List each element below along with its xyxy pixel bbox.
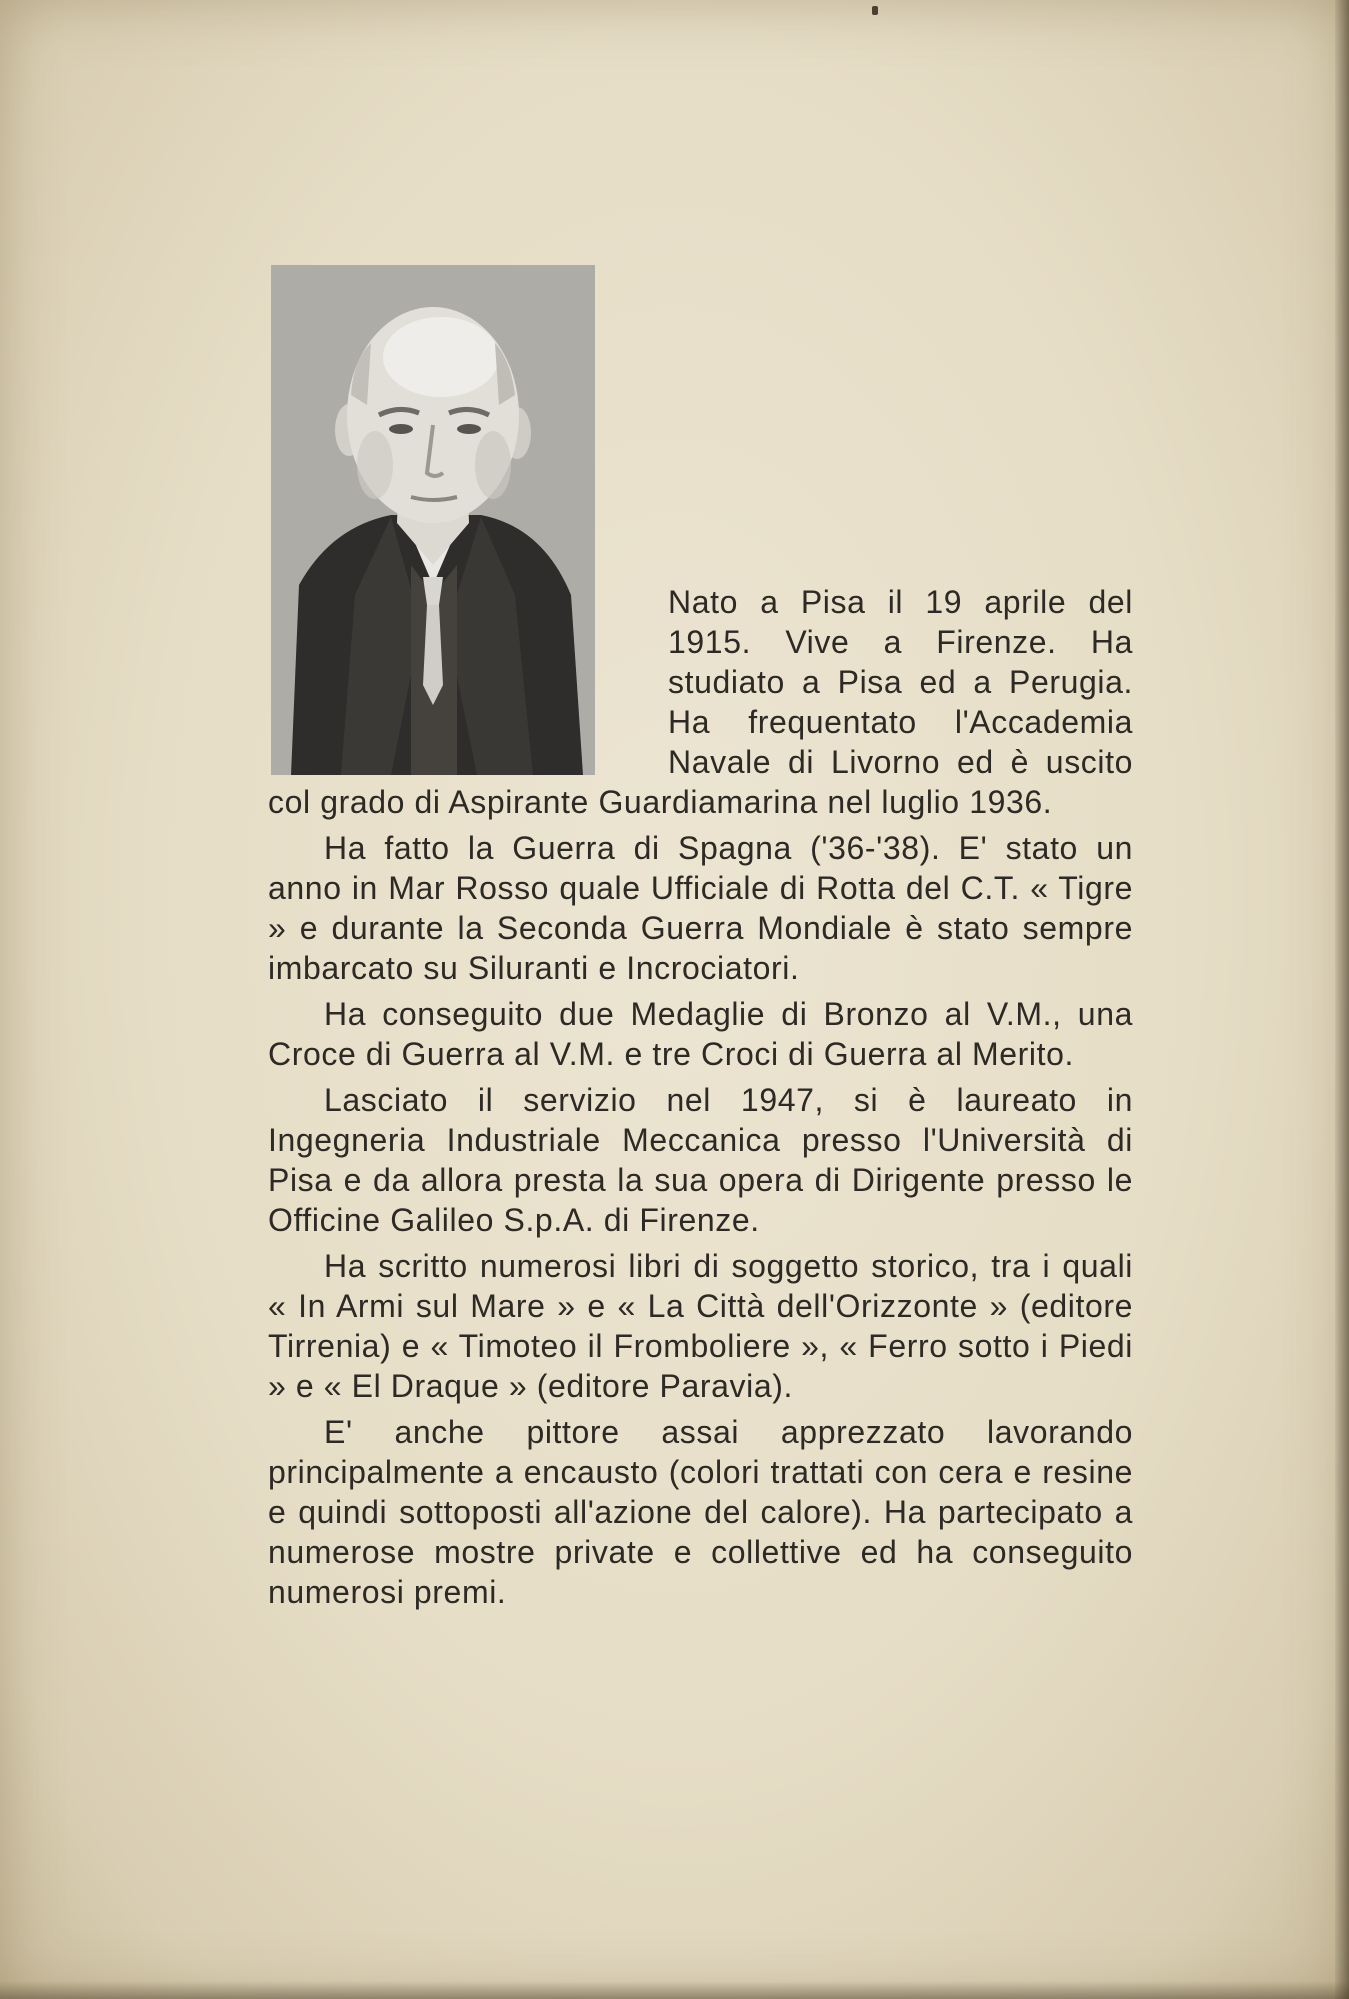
author-biography — [268, 582, 1133, 1618]
paper-speck — [872, 6, 878, 15]
bio-paragraph-3: Ha conseguito due Medaglie di Bronzo al V.M., una Croce di Guerra al V.M. e tre Croci di Guerra al Merito. — [268, 996, 1133, 1072]
bio-paragraph-2: Ha fatto la Guerra di Spagna ('36-'38). E' stato un anno in Mar Rosso quale Ufficiale di Rotta del C.T. « Tigre » e durante la Seconda Guerra Mondiale è stato sempre imbarcato su Siluranti e Incrociatori. — [268, 830, 1133, 986]
bio-paragraph-1: Nato a Pisa il 19 aprile del 1915. Vive a Firenze. Ha studiato a Pisa ed a Perugia. Ha frequentato l'Accademia Navale di Livorno ed è uscito col grado di Aspirante Guardiamarina nel luglio 1936. — [268, 584, 1133, 820]
bio-paragraph-4: Lasciato il servizio nel 1947, si è laureato in Ingegneria Industriale Meccanica presso l'Università di Pisa e da allora presta la sua opera di Dirigente presso le Officine Galileo S.p.A. di Firenze. — [268, 1082, 1133, 1238]
bio-paragraph-5: Ha scritto numerosi libri di soggetto storico, tra i quali « In Armi sul Mare » e « La Città dell'Orizzonte » (editore Tirrenia) e « Timoteo il Fromboliere », « Ferro sotto i Piedi » e « El Draque » (editore Paravia). — [268, 1248, 1133, 1404]
photo-wrap-spacer — [268, 582, 668, 780]
bio-paragraph-6: E' anche pittore assai apprezzato lavorando principalmente a encausto (colori trattati con cera e resine e quindi sottoposti all'azione del calore). Ha partecipato a numerose mostre private e collettive ed ha conseguito numerosi premi. — [268, 1414, 1133, 1610]
